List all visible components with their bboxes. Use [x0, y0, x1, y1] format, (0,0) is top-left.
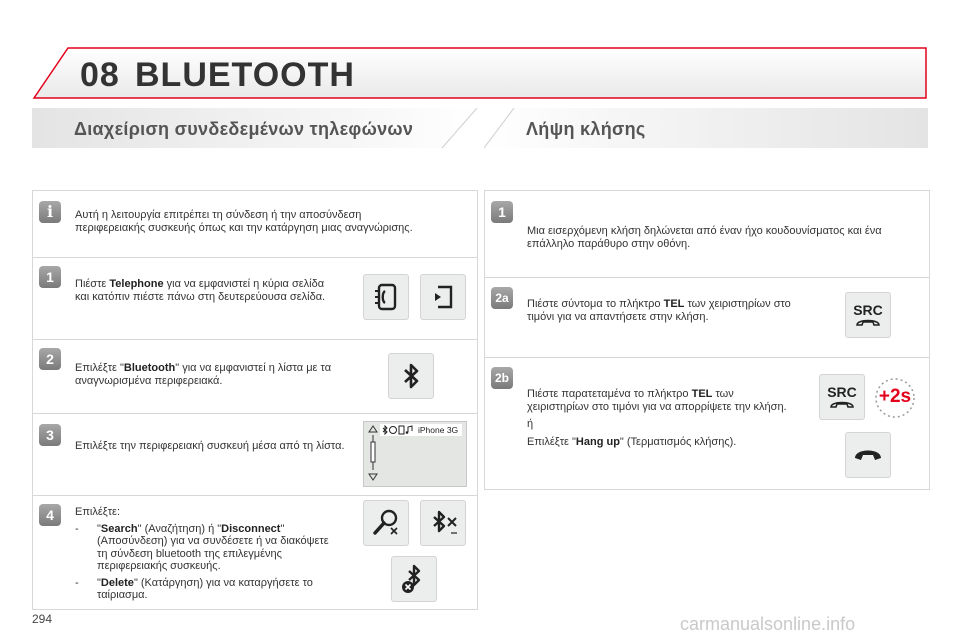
chapter-number: 08	[80, 56, 120, 94]
bluetooth-icon	[396, 361, 426, 391]
left-step-1	[33, 257, 477, 340]
info-text: Αυτή η λειτουργία επιτρέπει τη σύνδεση ή την αποσύνδεση περιφερειακής συσκευής όπως και την κατάργηση μιας αναγνώρισης.	[75, 209, 413, 234]
left-section-title: Διαχείριση συνδεδεμένων τηλεφώνων	[74, 119, 414, 139]
right-step-2b	[485, 357, 929, 490]
step-badge: 2a	[491, 287, 513, 309]
secondary-page-icon	[428, 282, 458, 312]
bluetooth-disconnect-icon	[426, 506, 460, 540]
tel-src-button-long-press[interactable]	[819, 374, 865, 420]
page-number: 294	[32, 612, 53, 626]
step-badge: 2	[39, 348, 61, 370]
left-step-4	[33, 495, 477, 610]
tel-src-button[interactable]	[845, 292, 891, 338]
device-profile-icons	[381, 425, 415, 435]
hang-up-button[interactable]	[845, 432, 891, 478]
device-list-screen	[363, 421, 467, 487]
secondary-page-button[interactable]	[420, 274, 466, 320]
left-step-3	[33, 413, 477, 496]
answer-call-text: Πιέστε σύντομα το πλήκτρο TEL των χειριστηρίων στο τιμόνι για να απαντήσετε στην κλήση.	[527, 298, 791, 323]
step-badge: 1	[39, 266, 61, 288]
search-icon	[369, 506, 403, 540]
step-4-text: Επιλέξτε: - "Search" (Αναζήτηση) ή "Disconnect" (Αποσύνδεση) για να συνδέσετε ή να διακόψετε τη σύνδεση bluetooth της επιλεγμένης περιφερειακής συσκευής. - "Delete" (Κατάργηση) για να καταργήσετε το ταίριασμα.	[75, 506, 337, 602]
phone-handset-icon	[828, 400, 856, 410]
src-label: SRC	[827, 383, 857, 400]
step-badge: 1	[491, 201, 513, 223]
watermark: carmanualsonline.info	[680, 614, 856, 634]
reject-call-text: Πιέστε παρατεταμένα το πλήκτρο TEL των χειριστηρίων στο τιμόνι για να απορρίψετε την κλήση. ή Επιλέξτε "Hang up" (Τερματισμός κλήσης).	[527, 388, 787, 448]
src-label: SRC	[853, 301, 883, 318]
right-section-title: Λήψη κλήσης	[526, 119, 646, 139]
step-3-text: Επιλέξτε την περιφερειακή συσκευή μέσα από τη λίστα.	[75, 440, 345, 452]
step-2-text: Επιλέξτε "Bluetooth" για να εμφανιστεί η λίστα με τα αναγνωρισμένα περιφερειακά.	[75, 362, 332, 387]
step-badge: 4	[39, 504, 61, 526]
device-name: iPhone 3G	[418, 425, 459, 435]
left-step-2	[33, 339, 477, 414]
step-badge: 2b	[491, 367, 513, 389]
hold-duration: +2s	[878, 386, 912, 407]
device-list-item[interactable]	[380, 424, 462, 436]
disconnect-button[interactable]	[420, 500, 466, 546]
right-step-2a	[485, 277, 929, 358]
delete-button[interactable]	[391, 556, 437, 602]
incoming-call-text: Μια εισερχόμενη κλήση δηλώνεται από έναν ήχο κουδουνίσματος και ένα επάλληλο παράθυρο στην οθόνη.	[527, 225, 882, 250]
phone-handset-icon	[854, 318, 882, 328]
step-badge: 3	[39, 424, 61, 446]
hang-up-icon	[853, 445, 883, 465]
right-panel	[484, 190, 930, 490]
info-badge: i	[39, 201, 61, 223]
scrollbar[interactable]	[367, 424, 379, 484]
bluetooth-button[interactable]	[388, 353, 434, 399]
phone-book-icon	[371, 282, 401, 312]
chapter-title: BLUETOOTH	[135, 56, 355, 94]
search-button[interactable]	[363, 500, 409, 546]
hold-two-seconds-indicator	[873, 376, 917, 420]
step-1-text: Πιέστε Telephone για να εμφανιστεί η κύρια σελίδα και κατόπιν πιέστε πάνω στη δευτερεύουσα σελίδα.	[75, 278, 326, 303]
telephone-button[interactable]	[363, 274, 409, 320]
left-panel	[32, 190, 478, 610]
bluetooth-delete-icon	[397, 562, 431, 596]
